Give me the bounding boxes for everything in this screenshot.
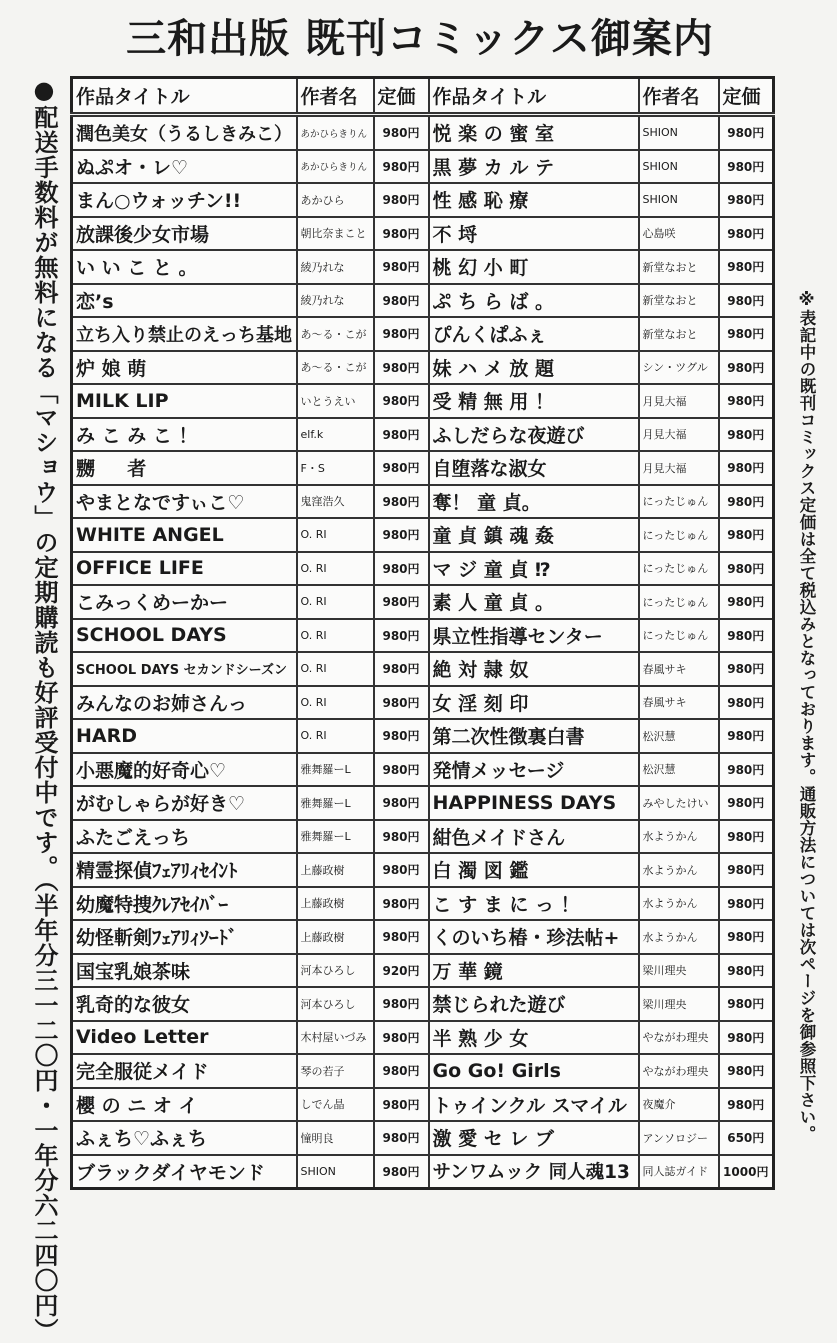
comic-price: 980円: [374, 585, 429, 619]
comic-price: 980円: [719, 1088, 774, 1122]
comic-price: 980円: [719, 317, 774, 351]
comic-title: 紺色メイドさん: [429, 820, 639, 854]
comic-author: 月見大福: [639, 451, 719, 485]
comic-title: ぴんくぱふぇ: [429, 317, 639, 351]
comic-author: にったじゅん: [639, 619, 719, 653]
comic-price: 980円: [374, 485, 429, 519]
comic-title: 性 感 恥 療: [429, 183, 639, 217]
comic-title: 県立性指導センター: [429, 619, 639, 653]
comic-author: O. RI: [297, 518, 374, 552]
comic-price: 980円: [719, 183, 774, 217]
comic-price: 980円: [374, 686, 429, 720]
table-row: [72, 485, 774, 519]
comic-title: 立ち入り禁止のえっち基地: [72, 317, 297, 351]
comic-author: 新堂なおと: [639, 284, 719, 318]
comic-author: 朝比奈まこと: [297, 217, 374, 251]
comic-author: あ～る・こが: [297, 317, 374, 351]
comic-author: F・S: [297, 451, 374, 485]
comic-price: 980円: [374, 619, 429, 653]
table-row: [72, 887, 774, 921]
table-row: [72, 250, 774, 284]
comic-price: 980円: [719, 250, 774, 284]
table-row: [72, 1054, 774, 1088]
table-row: [72, 1088, 774, 1122]
comic-title: 禁じられた遊び: [429, 987, 639, 1021]
comic-title: 精霊探偵ﾌｪｱﾘｨｾｲﾝﾄ: [72, 853, 297, 887]
comic-price: 650円: [719, 1121, 774, 1155]
table-row: [72, 987, 774, 1021]
comic-author: 河本ひろし: [297, 987, 374, 1021]
comic-title: 幼魔特捜ｸﾚｱｾｲﾊﾞｰ: [72, 887, 297, 921]
comic-author: みやしたけい: [639, 786, 719, 820]
table-row: [72, 619, 774, 653]
comic-author: O. RI: [297, 585, 374, 619]
comic-author: O. RI: [297, 686, 374, 720]
comic-title: 炉 娘 萌: [72, 351, 297, 385]
table-row: [72, 719, 774, 753]
comic-author: 上藤政樹: [297, 920, 374, 954]
comic-price: 980円: [719, 552, 774, 586]
comic-price: 980円: [374, 920, 429, 954]
comic-price: 980円: [374, 887, 429, 921]
table-row: [72, 786, 774, 820]
comic-title: い い こ と 。: [72, 250, 297, 284]
comic-title: 激 愛 セ レ ブ: [429, 1121, 639, 1155]
header-price: 定価: [374, 78, 429, 115]
comic-title: こ す ま に っ ！: [429, 887, 639, 921]
comic-author: 同人誌ガイド: [639, 1155, 719, 1189]
comic-price: 980円: [719, 518, 774, 552]
comics-catalog-table: [70, 76, 775, 1190]
comic-price: 980円: [374, 150, 429, 184]
comic-title: 自堕落な淑女: [429, 451, 639, 485]
comic-author: SHION: [639, 115, 719, 150]
table-row: [72, 150, 774, 184]
comic-title: 妹 ハ メ 放 題: [429, 351, 639, 385]
comic-price: 980円: [719, 954, 774, 988]
comic-title: Go Go! Girls: [429, 1054, 639, 1088]
comic-price: 980円: [719, 987, 774, 1021]
header-price: 定価: [719, 78, 774, 115]
comic-author: 梁川理央: [639, 954, 719, 988]
comic-author: 綾乃れな: [297, 250, 374, 284]
comic-price: 980円: [374, 1155, 429, 1189]
comic-title: 幼怪斬剣ﾌｪｱﾘｨｿｰﾄﾞ: [72, 920, 297, 954]
comic-title: 素 人 童 貞 。: [429, 585, 639, 619]
comic-title: ふぇち♡ふぇち: [72, 1121, 297, 1155]
comic-title: SCHOOL DAYS: [72, 619, 297, 653]
comic-author: 木村屋いづみ: [297, 1021, 374, 1055]
comic-price: 980円: [374, 1088, 429, 1122]
comic-title: やまとなですぃこ♡: [72, 485, 297, 519]
comic-price: 980円: [374, 1054, 429, 1088]
comic-author: 水ようかん: [639, 920, 719, 954]
comic-price: 1000円: [719, 1155, 774, 1189]
comic-title: 小悪魔的好奇心♡: [72, 753, 297, 787]
comic-title: ふしだらな夜遊び: [429, 418, 639, 452]
comic-title: Video Letter: [72, 1021, 297, 1055]
comic-title: トゥインクル スマイル: [429, 1088, 639, 1122]
table-row: [72, 652, 774, 686]
comic-author: 水ようかん: [639, 820, 719, 854]
table-row: [72, 518, 774, 552]
header-title: 作品タイトル: [429, 78, 639, 115]
price-note: ※表記中の既刊コミックス定価は全て税込みとなっております。通販方法については次ページを御参照下さい。: [797, 290, 816, 1143]
comic-price: 980円: [719, 619, 774, 653]
comic-title: 女 淫 刻 印: [429, 686, 639, 720]
comic-author: 新堂なおと: [639, 250, 719, 284]
header-title: 作品タイトル: [72, 78, 297, 115]
comic-title: 完全服従メイド: [72, 1054, 297, 1088]
comic-author: 水ようかん: [639, 853, 719, 887]
comic-price: 980円: [719, 853, 774, 887]
comic-title: み こ み こ ！: [72, 418, 297, 452]
comic-author: 雅舞羅ーL: [297, 753, 374, 787]
comic-author: 水ようかん: [639, 887, 719, 921]
comic-price: 980円: [374, 451, 429, 485]
comic-title: 潤色美女（うるしきみこ）: [72, 115, 297, 150]
comic-author: 憧明良: [297, 1121, 374, 1155]
comic-price: 980円: [374, 552, 429, 586]
comic-title: がむしゃらが好き♡: [72, 786, 297, 820]
comic-price: 980円: [374, 384, 429, 418]
comic-price: 980円: [719, 887, 774, 921]
comic-price: 980円: [719, 786, 774, 820]
comic-price: 980円: [374, 987, 429, 1021]
comic-title: くのいち椿・珍法帖+: [429, 920, 639, 954]
comic-title: ぬぷオ・レ♡: [72, 150, 297, 184]
table-row: [72, 686, 774, 720]
comic-author: 月見大福: [639, 418, 719, 452]
comic-title: みんなのお姉さんっ: [72, 686, 297, 720]
comic-title: 奪！ 童 貞。: [429, 485, 639, 519]
comic-title: 受 精 無 用 ！: [429, 384, 639, 418]
table-row: [72, 183, 774, 217]
header-author: 作者名: [639, 78, 719, 115]
comic-title: 半 熟 少 女: [429, 1021, 639, 1055]
comic-title: SCHOOL DAYS セカンドシーズン: [72, 652, 297, 686]
comic-price: 980円: [374, 652, 429, 686]
comic-title: 恋’s: [72, 284, 297, 318]
comic-author: SHION: [297, 1155, 374, 1189]
table-row: [72, 1021, 774, 1055]
comic-title: 万 華 鏡: [429, 954, 639, 988]
comic-title: 発情メッセージ: [429, 753, 639, 787]
comic-author: 雅舞羅ーL: [297, 786, 374, 820]
comic-price: 980円: [719, 485, 774, 519]
comic-author: elf.k: [297, 418, 374, 452]
table-row: [72, 820, 774, 854]
comic-author: 綾乃れな: [297, 284, 374, 318]
comic-author: 月見大福: [639, 384, 719, 418]
comic-author: あかひらきりん: [297, 115, 374, 150]
comic-author: あかひら: [297, 183, 374, 217]
comic-title: まん○ウォッチン!!: [72, 183, 297, 217]
comic-price: 980円: [374, 1021, 429, 1055]
comic-price: 980円: [719, 753, 774, 787]
comic-price: 980円: [374, 418, 429, 452]
comic-title: マ ジ 童 貞 ⁉: [429, 552, 639, 586]
comic-price: 980円: [374, 284, 429, 318]
comic-title: 国宝乳娘茶味: [72, 954, 297, 988]
comic-author: 琴の若子: [297, 1054, 374, 1088]
comic-price: 980円: [719, 719, 774, 753]
comic-title: 絶 対 隷 奴: [429, 652, 639, 686]
subscription-note: ●配送手数料が無料になる「マショウ」の定期購読も好評受付中です。（半年分三一二〇円・一年分六二四〇円）: [30, 76, 58, 1343]
table-row: [72, 1121, 774, 1155]
comic-author: いとうえい: [297, 384, 374, 418]
comic-author: シン・ツグル: [639, 351, 719, 385]
table-row: [72, 1155, 774, 1189]
comic-price: 980円: [374, 1121, 429, 1155]
comic-author: アンソロジー: [639, 1121, 719, 1155]
comic-price: 980円: [374, 183, 429, 217]
table-row: [72, 585, 774, 619]
comic-price: 980円: [719, 115, 774, 150]
comic-title: 乳奇的な彼女: [72, 987, 297, 1021]
comic-title: 白 濁 図 鑑: [429, 853, 639, 887]
header-author: 作者名: [297, 78, 374, 115]
comic-author: 上藤政樹: [297, 887, 374, 921]
comic-author: O. RI: [297, 619, 374, 653]
table-row: [72, 351, 774, 385]
comic-price: 980円: [719, 1054, 774, 1088]
table-row: [72, 384, 774, 418]
comic-title: 悦 楽 の 蜜 室: [429, 115, 639, 150]
comic-price: 980円: [719, 920, 774, 954]
comic-author: SHION: [639, 150, 719, 184]
comic-price: 980円: [719, 585, 774, 619]
comic-author: あかひらきりん: [297, 150, 374, 184]
table-row: [72, 284, 774, 318]
table-row: [72, 920, 774, 954]
comic-price: 980円: [374, 853, 429, 887]
comic-title: 童 貞 鎮 魂 姦: [429, 518, 639, 552]
comic-price: 980円: [374, 820, 429, 854]
comic-title: サンワムック 同人魂13: [429, 1155, 639, 1189]
comic-title: 不 埒: [429, 217, 639, 251]
comic-price: 980円: [374, 518, 429, 552]
comic-price: 980円: [719, 451, 774, 485]
comic-author: 松沢慧: [639, 753, 719, 787]
comic-author: やながわ理央: [639, 1021, 719, 1055]
comic-title: 第二次性徴裏白書: [429, 719, 639, 753]
comic-price: 980円: [719, 820, 774, 854]
comic-author: 心島咲: [639, 217, 719, 251]
table-header-row: [72, 78, 774, 115]
comic-title: 黒 夢 カ ル テ: [429, 150, 639, 184]
comic-author: 新堂なおと: [639, 317, 719, 351]
comic-price: 980円: [719, 150, 774, 184]
comic-price: 980円: [374, 317, 429, 351]
comic-title: こみっくめーかー: [72, 585, 297, 619]
comic-author: O. RI: [297, 652, 374, 686]
comic-author: にったじゅん: [639, 518, 719, 552]
comic-title: HARD: [72, 719, 297, 753]
comic-price: 980円: [374, 786, 429, 820]
comic-author: 春風サキ: [639, 652, 719, 686]
table-row: [72, 217, 774, 251]
comic-author: にったじゅん: [639, 485, 719, 519]
comic-title: 嬲 者: [72, 451, 297, 485]
comic-author: 松沢慧: [639, 719, 719, 753]
comic-title: ぷ ち ら ば 。: [429, 284, 639, 318]
table-row: [72, 418, 774, 452]
comic-price: 980円: [719, 652, 774, 686]
comic-price: 980円: [374, 719, 429, 753]
table-row: [72, 954, 774, 988]
comic-price: 980円: [719, 351, 774, 385]
comic-author: 雅舞羅ーL: [297, 820, 374, 854]
table-row: [72, 115, 774, 150]
comic-price: 920円: [374, 954, 429, 988]
comic-author: 河本ひろし: [297, 954, 374, 988]
comic-price: 980円: [374, 351, 429, 385]
comic-author: 上藤政樹: [297, 853, 374, 887]
table-row: [72, 753, 774, 787]
comic-title: 桃 幻 小 町: [429, 250, 639, 284]
comic-title: OFFICE LIFE: [72, 552, 297, 586]
comic-author: 鬼窪浩久: [297, 485, 374, 519]
comic-price: 980円: [374, 753, 429, 787]
comic-author: 梁川理央: [639, 987, 719, 1021]
comic-author: にったじゅん: [639, 552, 719, 586]
comic-price: 980円: [719, 384, 774, 418]
comic-title: WHITE ANGEL: [72, 518, 297, 552]
comic-price: 980円: [719, 1021, 774, 1055]
comic-title: ふたごえっち: [72, 820, 297, 854]
table-row: [72, 317, 774, 351]
comic-price: 980円: [374, 115, 429, 150]
comic-author: 春風サキ: [639, 686, 719, 720]
comic-author: O. RI: [297, 552, 374, 586]
table-row: [72, 853, 774, 887]
comic-author: やながわ理央: [639, 1054, 719, 1088]
comic-title: 放課後少女市場: [72, 217, 297, 251]
comic-title: HAPPINESS DAYS: [429, 786, 639, 820]
comic-title: MILK LIP: [72, 384, 297, 418]
comic-price: 980円: [719, 284, 774, 318]
table-row: [72, 451, 774, 485]
comic-author: SHION: [639, 183, 719, 217]
comic-title: 櫻 の ニ オ イ: [72, 1088, 297, 1122]
comic-price: 980円: [374, 217, 429, 251]
comic-price: 980円: [719, 418, 774, 452]
table-row: [72, 552, 774, 586]
comic-author: にったじゅん: [639, 585, 719, 619]
comic-price: 980円: [374, 250, 429, 284]
comic-price: 980円: [719, 217, 774, 251]
comic-author: しでん晶: [297, 1088, 374, 1122]
comic-author: 夜魔介: [639, 1088, 719, 1122]
comic-title: ブラックダイヤモンド: [72, 1155, 297, 1189]
comic-price: 980円: [719, 686, 774, 720]
comic-author: あ～る・こが: [297, 351, 374, 385]
comic-author: O. RI: [297, 719, 374, 753]
page-title: 三和出版 既刊コミックス御案内: [126, 16, 714, 62]
